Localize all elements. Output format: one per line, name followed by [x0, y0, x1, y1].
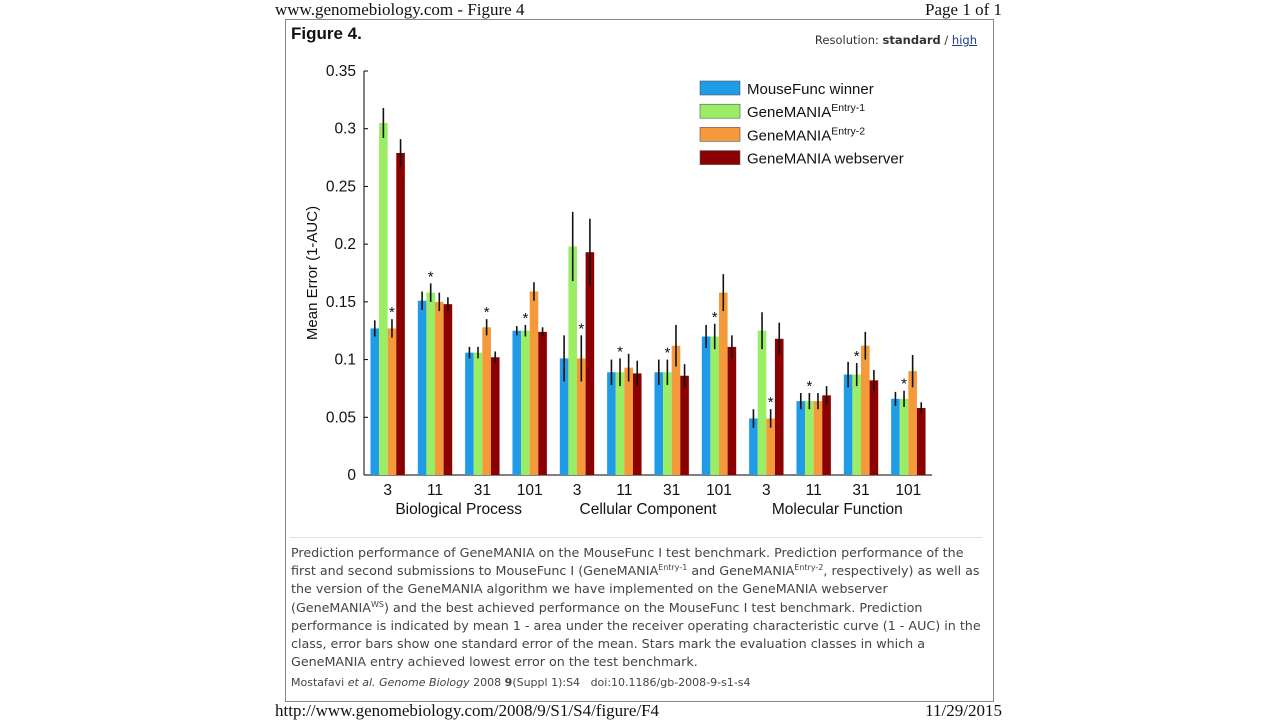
legend-label-name: GeneMANIA webserver — [747, 150, 904, 168]
bar — [521, 331, 530, 475]
x-tick-label: 3 — [762, 482, 771, 499]
legend-label — [747, 102, 865, 121]
legend-label — [747, 151, 904, 168]
bar — [370, 328, 379, 475]
citation-journal: Genome Biology — [379, 676, 470, 689]
caption-divider — [290, 537, 982, 538]
bar — [663, 372, 672, 475]
citation-etal: et al. — [347, 676, 376, 689]
legend-label — [747, 81, 874, 98]
bar — [607, 372, 616, 475]
x-tick-label: 11 — [805, 482, 822, 499]
significance-star: * — [767, 394, 774, 412]
caption-text-2: and GeneMANIA — [687, 563, 795, 579]
resolution-high-link[interactable]: high — [951, 33, 977, 47]
legend-swatch — [700, 81, 740, 95]
x-tick-label: 31 — [663, 482, 681, 499]
significance-star: * — [901, 375, 907, 393]
bar — [805, 401, 814, 475]
bar — [728, 347, 737, 475]
y-tick-label: 0.35 — [325, 63, 356, 80]
x-tick-label: 11 — [616, 482, 633, 499]
legend-label-name: MouseFunc winner — [747, 81, 874, 98]
bar — [379, 123, 388, 475]
legend-label-superscript: Entry-1 — [831, 102, 866, 115]
legend-label-name: GeneMANIA — [747, 104, 832, 122]
bar — [654, 372, 663, 475]
caption-text-4: ) and the best achieved performance on the MouseFunc I test benchmark. Prediction performance is indicated by mean 1 - area under the receiver operating characteristic curve (1 - AUC) in the class, error bars show one standard error of the mean. Stars mark the evaluation classes in which a GeneMANIA entry achieved lowest error on the test benchmark. — [291, 599, 981, 670]
bar — [775, 339, 784, 475]
significance-star: * — [578, 320, 585, 338]
bar — [465, 353, 474, 475]
y-tick-label: 0.2 — [334, 236, 356, 254]
bar — [444, 304, 453, 475]
group-label: Cellular Component — [579, 501, 717, 518]
bar — [512, 331, 521, 475]
bar — [814, 401, 823, 475]
bar — [426, 293, 435, 475]
bar — [491, 357, 500, 475]
bar — [702, 336, 711, 475]
citation-issue: (Suppl 1):S4 — [512, 676, 581, 689]
y-tick-label: 0.1 — [334, 351, 356, 369]
group-label: Molecular Function — [771, 501, 903, 518]
resolution-separator: / — [944, 33, 949, 47]
page-number: Page 1 of 1 — [925, 0, 1002, 19]
resolution-selector — [815, 33, 977, 47]
significance-star: * — [389, 304, 395, 322]
bar — [710, 336, 719, 475]
bar — [435, 302, 444, 475]
bar — [396, 153, 405, 475]
significance-star: * — [711, 308, 718, 326]
significance-star: * — [664, 344, 671, 362]
y-tick-label: 0 — [347, 467, 356, 484]
legend-label-name: GeneMANIA — [747, 127, 832, 145]
group-label: Biological Process — [395, 501, 522, 518]
x-tick-label: 101 — [706, 482, 732, 499]
y-tick-label: 0.05 — [325, 409, 356, 427]
significance-star: * — [522, 309, 529, 327]
y-tick-label: 0.25 — [325, 178, 356, 196]
caption-text-3: , respectively) as well as the version of the GeneMANIA algorithm we have implemented on the GeneMANIA webserver (GeneMANIA — [291, 563, 980, 615]
x-tick-label: 3 — [383, 482, 392, 499]
bar — [844, 375, 853, 475]
y-axis-label: Mean Error (1-AUC) — [304, 205, 321, 341]
bar — [616, 372, 625, 475]
resolution-standard: standard — [882, 33, 941, 47]
citation-doi: doi:10.1186/gb-2008-9-s1-s4 — [590, 676, 751, 689]
legend-label-superscript: Entry-2 — [831, 125, 866, 138]
x-tick-label: 31 — [473, 482, 491, 499]
figure-title: Figure 4. — [291, 24, 362, 43]
bar — [482, 327, 491, 475]
significance-star: * — [483, 304, 490, 322]
bar — [474, 353, 483, 475]
citation — [291, 676, 751, 689]
legend-swatch — [700, 104, 740, 118]
bar — [530, 291, 539, 475]
legend-swatch — [700, 151, 740, 165]
bar — [633, 373, 642, 475]
bar — [917, 408, 926, 475]
legend-label — [747, 125, 865, 144]
bar — [861, 346, 870, 475]
bar — [624, 368, 633, 475]
bar — [418, 301, 427, 475]
page-footer-url: http://www.genomebiology.com/2008/9/S1/S4/figure/F4 — [275, 701, 660, 720]
x-tick-label: 101 — [516, 482, 543, 499]
page-header-url: www.genomebiology.com - Figure 4 — [275, 0, 525, 19]
x-tick-label: 11 — [426, 482, 444, 499]
bar — [538, 332, 547, 475]
significance-star: * — [806, 378, 813, 396]
bar — [758, 331, 767, 475]
caption-sup-1: Entry-1 — [658, 562, 688, 572]
caption-sup-3: WS — [370, 599, 384, 609]
citation-year: 2008 — [469, 676, 505, 689]
x-tick-label: 101 — [895, 482, 922, 499]
significance-star: * — [853, 348, 860, 366]
bar — [891, 399, 900, 475]
bar — [852, 375, 861, 475]
bar — [680, 376, 689, 475]
bar — [388, 328, 397, 475]
significance-star: * — [427, 268, 434, 286]
figure-caption — [291, 544, 986, 671]
caption-text-1: Prediction performance of GeneMANIA on the MouseFunc I test benchmark. Prediction performance of the first and second submissions to MouseFunc I (GeneMANIA — [291, 545, 964, 579]
legend-swatch — [700, 127, 740, 141]
significance-star: * — [617, 343, 623, 361]
bar — [796, 401, 805, 475]
caption-sup-2: Entry-2 — [794, 562, 824, 572]
y-tick-label: 0.3 — [334, 120, 356, 138]
resolution-label: Resolution: — [814, 33, 879, 47]
citation-volume: 9 — [504, 676, 513, 689]
bar — [870, 380, 879, 475]
bar — [822, 395, 831, 475]
bar-chart — [290, 55, 980, 525]
x-tick-label: 31 — [852, 482, 870, 499]
bar — [719, 293, 728, 475]
bar — [900, 399, 909, 475]
y-tick-label: 0.15 — [325, 293, 356, 311]
citation-authors: Mostafavi — [291, 676, 348, 689]
x-tick-label: 3 — [572, 482, 582, 499]
page-footer-date: 11/29/2015 — [925, 701, 1002, 720]
